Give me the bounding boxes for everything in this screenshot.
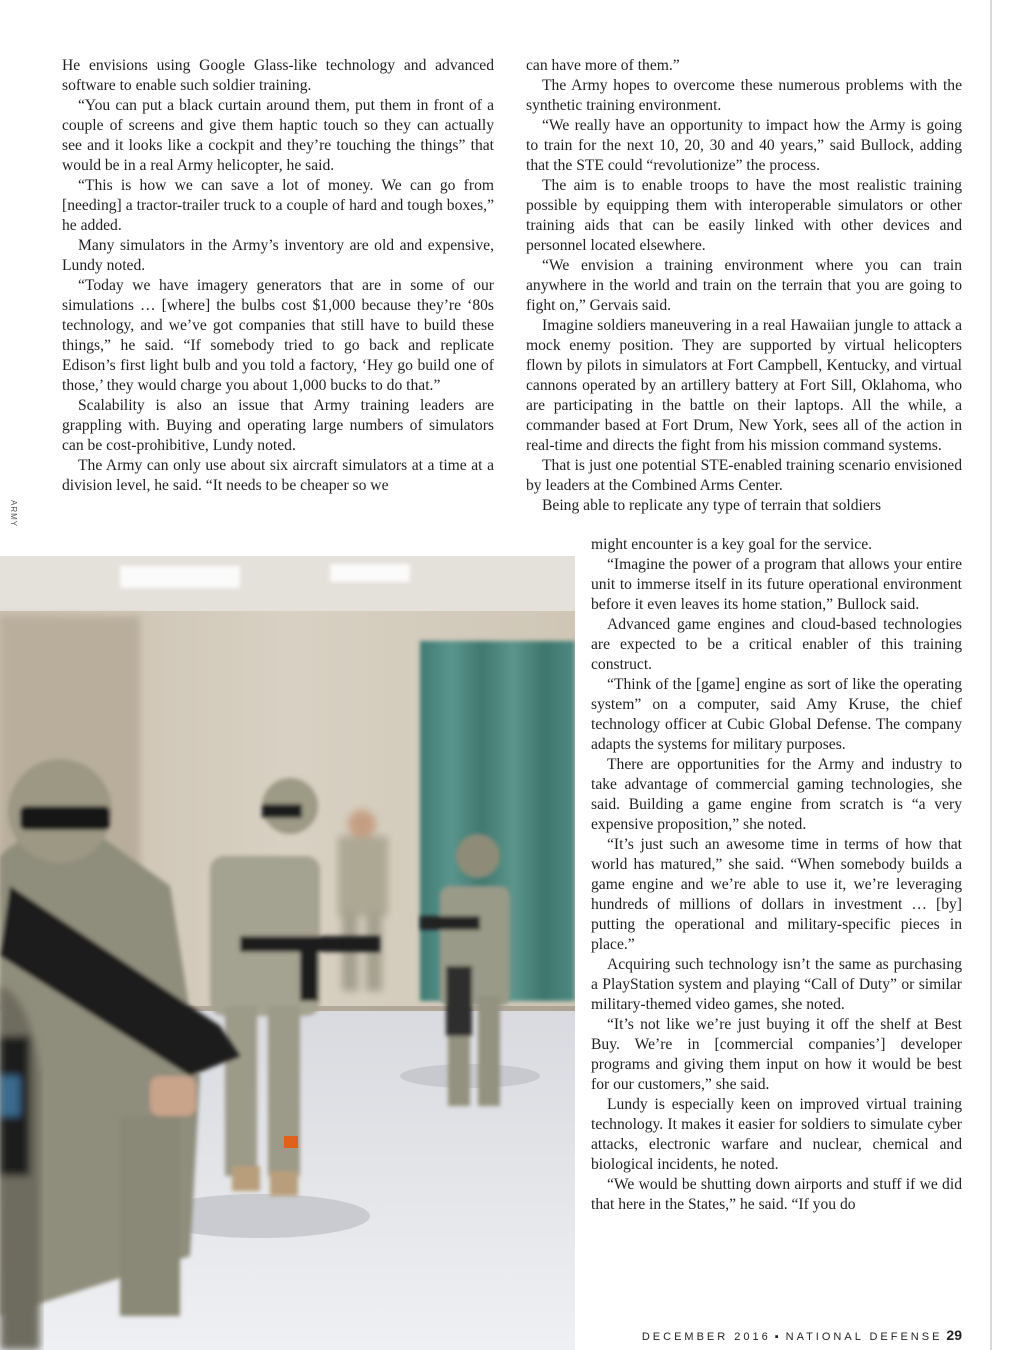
footer-date: DECEMBER 2016 <box>641 1331 771 1343</box>
paragraph: “It’s not like we’re just buying it off the shelf at Best Buy. We’re in [commercial companies’] developer programs and giving them input on how it would be best for our customers,” she said. <box>591 1016 962 1093</box>
paragraph: “Think of the [game] engine as sort of like the operating system” on a computer, said Amy Kruse, the chief technology officer at Cubic Global Defense. The company adapts the systems for military purposes. <box>591 676 962 753</box>
paragraph: Lundy is especially keen on improved virtual training technology. It makes it easier for soldiers to simulate cyber attacks, electronic warfare and nuclear, chemical and biological incidents, he noted. <box>591 1096 962 1173</box>
article-column-left <box>62 56 494 496</box>
page-edge-rule <box>990 0 992 1350</box>
paragraph: “You can put a black curtain around them, put them in front of a couple of screens and give them haptic touch so they can actually see and it looks like a cockpit and they’re touching the things” that would be in a real Army helicopter, he said. <box>62 97 494 174</box>
paragraph: Imagine soldiers maneuvering in a real Hawaiian jungle to attack a mock enemy position. They are supported by virtual helicopters flown by pilots in simulators at Fort Campbell, Kentucky, and virtual cannons operated by an artillery battery at Fort Sill, Oklahoma, who are participating in the battle on their laptops. All the while, a commander based at Fort Drum, New York, sees all of the action in real-time and directs the fight from his mission command systems. <box>526 317 962 454</box>
paragraph: Advanced game engines and cloud-based technologies are expected to be a critical enabler of this training construct. <box>591 616 962 673</box>
paragraph: He envisions using Google Glass-like technology and advanced software to enable such soldier training. <box>62 57 494 94</box>
paragraph: That is just one potential STE-enabled training scenario envisioned by leaders at the Combined Arms Center. <box>526 457 962 494</box>
soldiers-training-photo <box>0 556 575 1350</box>
paragraph: The Army can only use about six aircraft simulators at a time at a division level, he said. “It needs to be cheaper so we <box>62 457 494 494</box>
paragraph: “This is how we can save a lot of money. We can go from [needing] a tractor-trailer truck to a couple of hard and tough boxes,” he added. <box>62 177 494 234</box>
paragraph: “Imagine the power of a program that allows your entire unit to immerse itself in its future operational environment before it even leaves its home station,” Bullock said. <box>591 556 962 613</box>
paragraph: Many simulators in the Army’s inventory are old and expensive, Lundy noted. <box>62 237 494 274</box>
article-column-right-top <box>526 56 962 516</box>
paragraph: The aim is to enable troops to have the most realistic training possible by equipping them with interoperable simulators or other training aids that can be easily linked with other devices and personnel located elsewhere. <box>526 177 962 254</box>
paragraph: might encounter is a key goal for the service. <box>591 536 873 553</box>
paragraph: There are opportunities for the Army and industry to take advantage of commercial gaming technologies, she said. Building a game engine from scratch is “a very expensive proposition,” she noted. <box>591 756 962 833</box>
paragraph: “It’s just such an awesome time in terms of how that world has matured,” she said. “When somebody builds a game engine and we’re able to use it, we’re leveraging hundreds of millions of dollars in investment … [by] putting the operational and military-specific pieces in place.” <box>591 836 962 953</box>
photo-credit: ARMY <box>9 500 18 528</box>
paragraph: can have more of them.” <box>526 57 680 74</box>
paragraph: “Today we have imagery generators that are in some of our simulations … [where] the bulbs cost $1,000 because they’re ‘80s technology, and we’ve got companies that still have to build these things,” he said. “If somebody tried to go back and replicate Edison’s first light bulb and you told a factory, ‘Hey go build one of those,’ they would charge you about 1,000 bucks to do that.” <box>62 277 494 394</box>
article-column-right-bottom <box>591 535 962 1215</box>
paragraph: “We really have an opportunity to impact how the Army is going to train for the next 10, 20, 30 and 40 years,” said Bullock, adding that the STE could “revolutionize” the process. <box>526 117 962 174</box>
footer-separator: ▪ <box>774 1331 782 1343</box>
paragraph: Scalability is also an issue that Army training leaders are grappling with. Buying and operating large numbers of simulators can be cost-prohibitive, Lundy noted. <box>62 397 494 454</box>
paragraph: Being able to replicate any type of terrain that soldiers <box>542 497 882 514</box>
paragraph: “We would be shutting down airports and stuff if we did that here in the States,” he said. “If you do <box>591 1176 962 1213</box>
paragraph: The Army hopes to overcome these numerous problems with the synthetic training environment. <box>526 77 962 114</box>
paragraph: Acquiring such technology isn’t the same as purchasing a PlayStation system and playing “Call of Duty” or similar military-themed video games, she noted. <box>591 956 962 1013</box>
page-number: 29 <box>946 1327 962 1343</box>
page-footer <box>642 1327 962 1343</box>
paragraph: “We envision a training environment where you can train anywhere in the world and train on the terrain that you are going to fight on,” Gervais said. <box>526 257 962 314</box>
footer-publication: NATIONAL DEFENSE <box>785 1331 943 1343</box>
